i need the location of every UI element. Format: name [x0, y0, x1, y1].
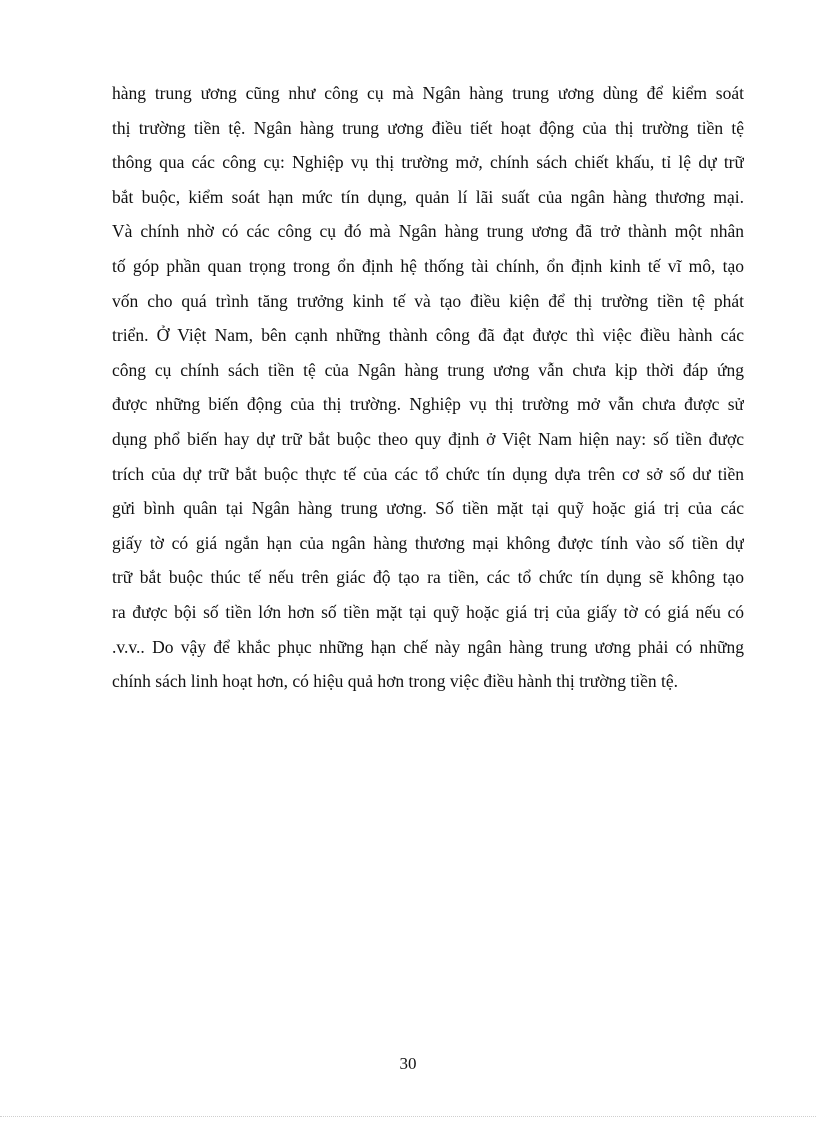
text-line: dụng phổ biến hay dự trữ bắt buộc theo quy định ở Việt Nam hiện nay: số tiền được: [112, 428, 744, 449]
text-line: .v.v.. Do vậy để khắc phục những hạn chế này ngân hàng trung ương phải có những: [112, 636, 744, 657]
text-line: bắt buộc, kiểm soát hạn mức tín dụng, quản lí lãi suất của ngân hàng thương mại.: [112, 186, 744, 207]
text-line: Và chính nhờ có các công cụ đó mà Ngân hàng trung ương đã trở thành một nhân: [112, 221, 744, 242]
text-line: tố góp phần quan trọng trong ổn định hệ thống tài chính, ổn định kinh tế vĩ mô, tạo: [112, 255, 744, 276]
page-number: 30: [399, 1054, 417, 1073]
text-line: công cụ chính sách tiền tệ của Ngân hàng trung ương vẫn chưa kịp thời đáp ứng: [112, 359, 744, 380]
text-line: ra được bội số tiền lớn hơn số tiền mặt tại quỹ hoặc giá trị của giấy tờ có giá nếu có: [112, 601, 744, 622]
text-line: thị trường tiền tệ. Ngân hàng trung ương điều tiết hoạt động của thị trường tiền tệ: [112, 117, 744, 138]
text-line: được những biến động của thị trường. Nghiệp vụ thị trường mở vẫn chưa được sử: [112, 394, 744, 415]
text-line: thông qua các công cụ: Nghiệp vụ thị trường mở, chính sách chiết khấu, tỉ lệ dự trữ: [112, 152, 744, 173]
text-line: hàng trung ương cũng như công cụ mà Ngân hàng trung ương dùng để kiểm soát: [112, 83, 744, 103]
text-line: chính sách linh hoạt hơn, có hiệu quả hơn trong việc điều hành thị trường tiền tệ.: [112, 671, 679, 692]
text-line: trích của dự trữ bắt buộc thực tế của các tổ chức tín dụng dựa trên cơ sở số dư tiền: [112, 463, 744, 484]
text-line: trữ bắt buộc thúc tế nếu trên giác độ tạo ra tiền, các tổ chức tín dụng sẽ không tạo: [112, 567, 744, 588]
text-line: vốn cho quá trình tăng trưởng kinh tế và tạo điều kiện để thị trường tiền tệ phát: [112, 290, 744, 311]
text-line: triển. Ở Việt Nam, bên cạnh những thành công đã đạt được thì việc điều hành các: [112, 325, 744, 346]
body-paragraph: [112, 76, 744, 699]
text-line: giấy tờ có giá ngắn hạn của ngân hàng thương mại không được tính vào số tiền dự: [112, 532, 744, 553]
text-line: gửi bình quân tại Ngân hàng trung ương. Số tiền mặt tại quỹ hoặc giá trị của các: [112, 498, 744, 519]
page-bottom-border: [0, 1116, 816, 1117]
